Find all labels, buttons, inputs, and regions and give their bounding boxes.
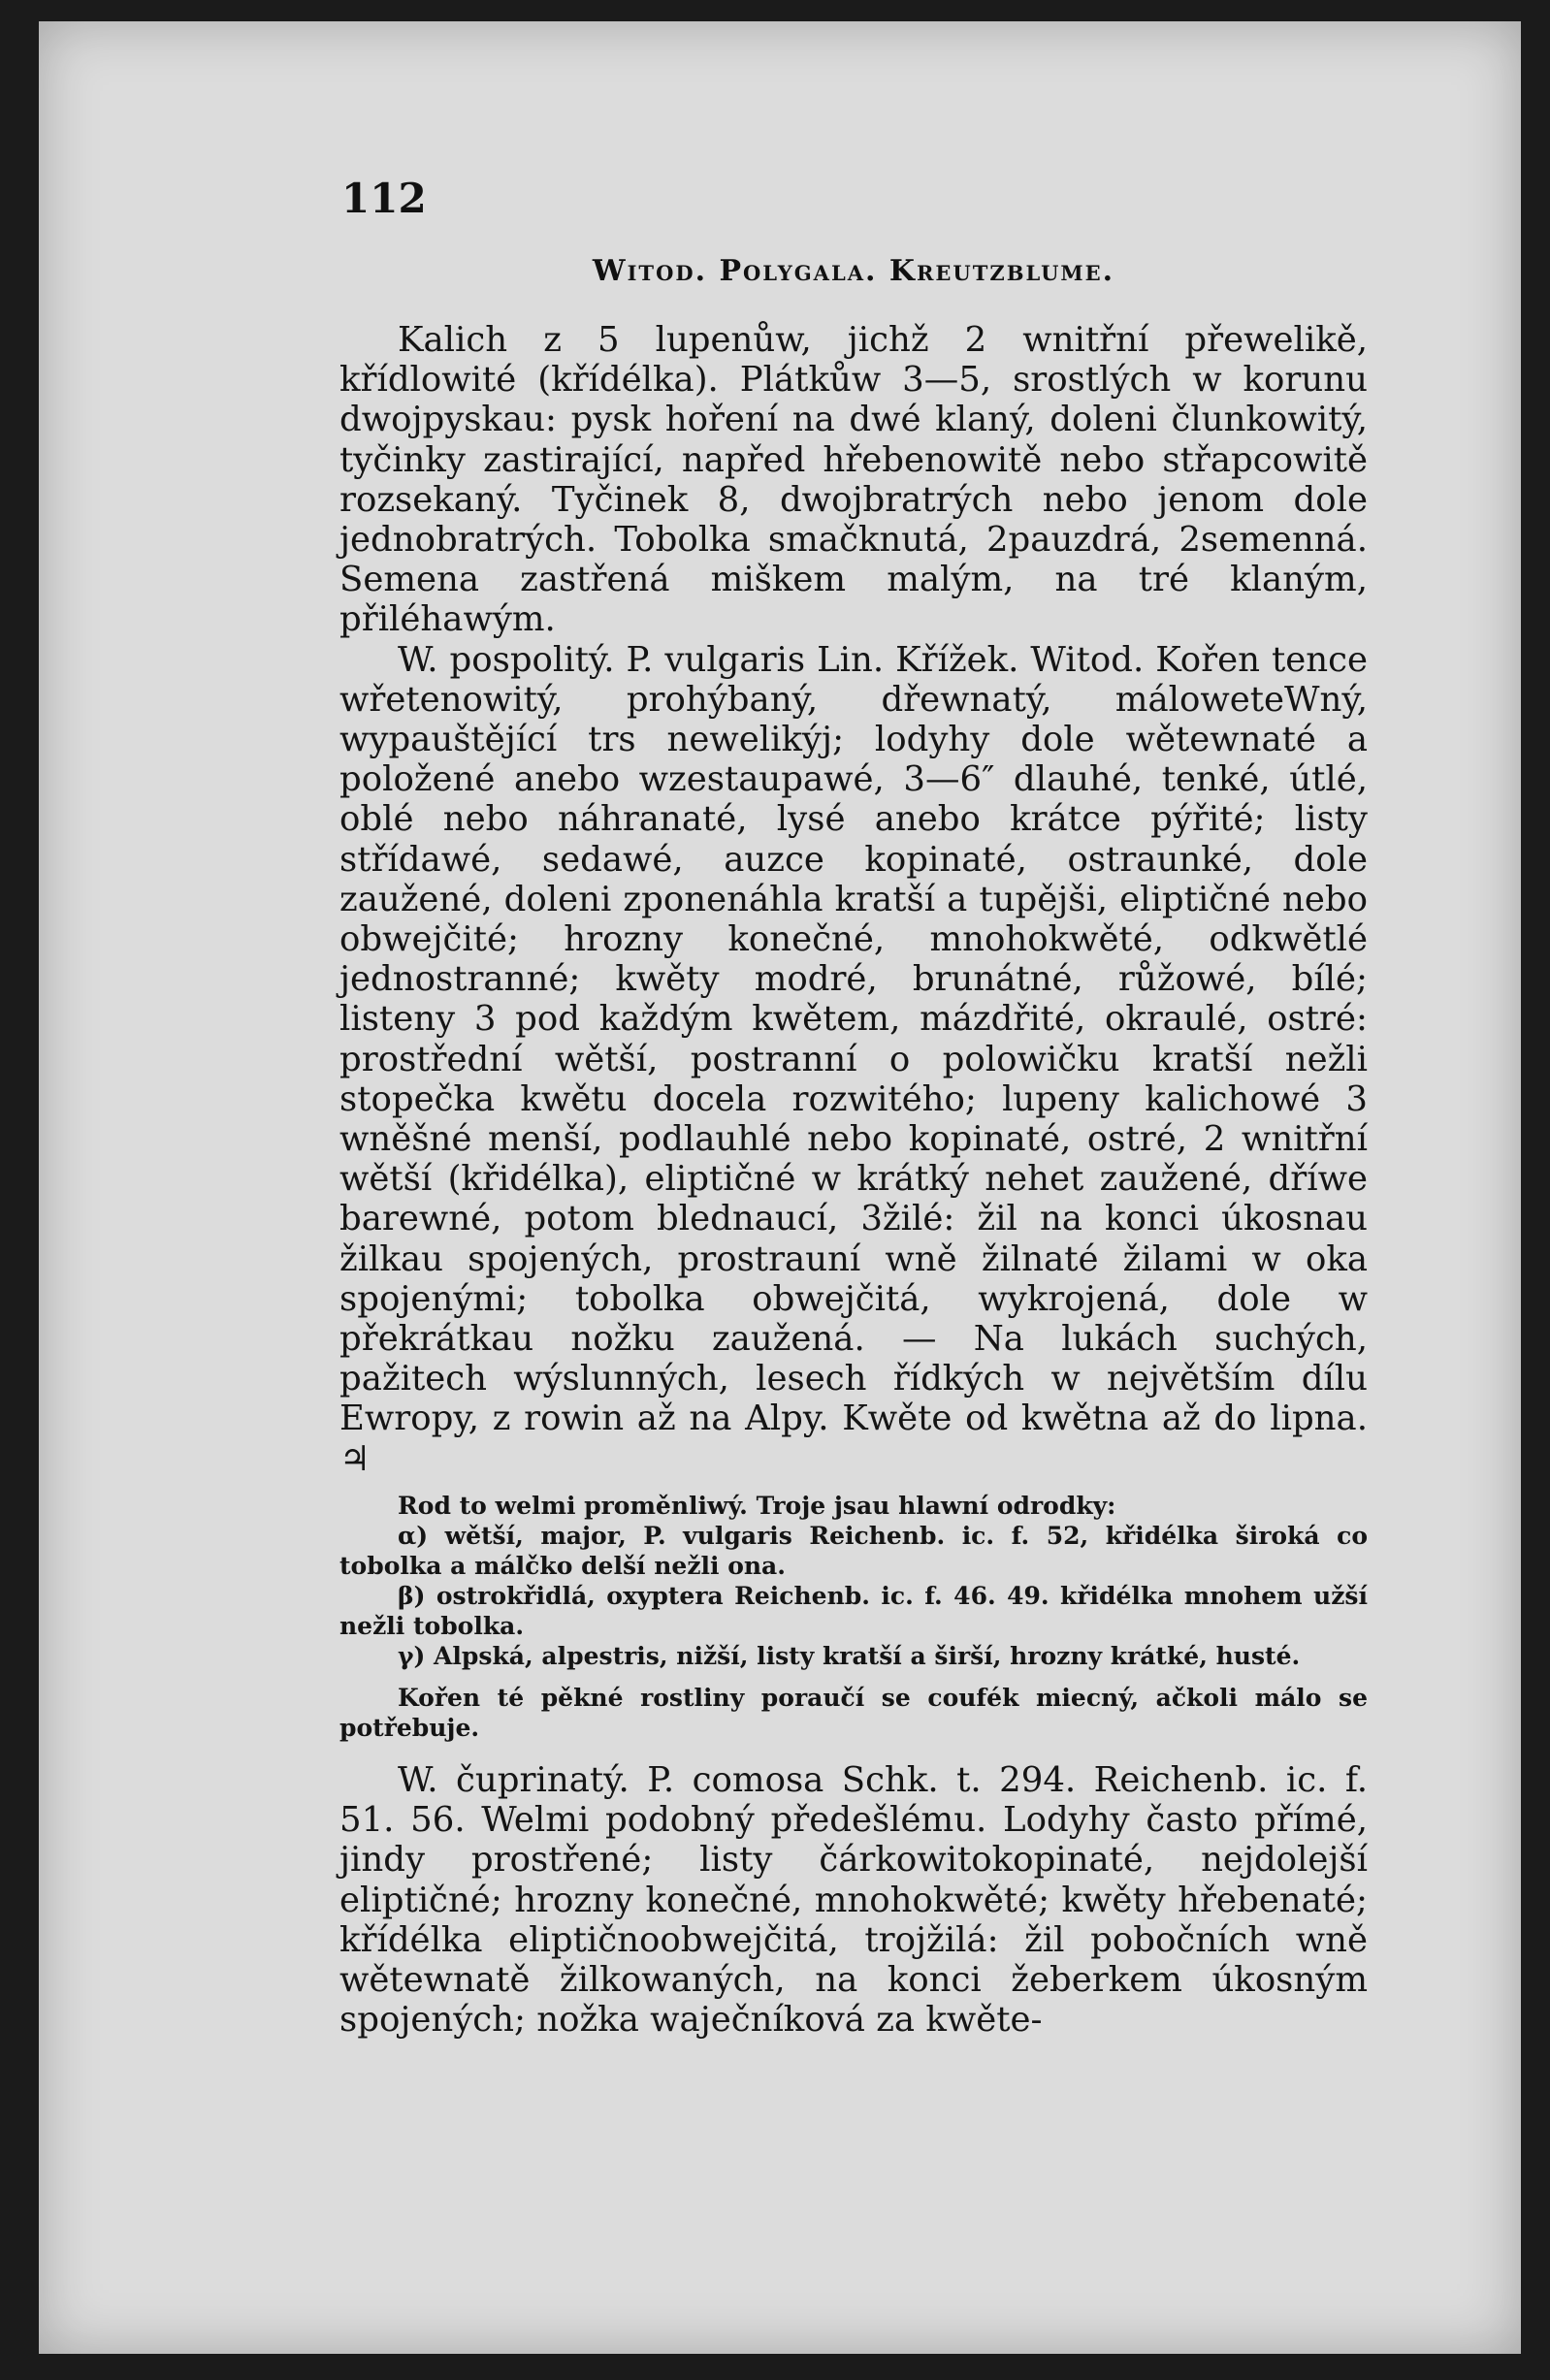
spacer (339, 1743, 1368, 1760)
species-description-comosa: W. čuprinatý. P. comosa Schk. t. 294. Reichenb. ic. f. 51. 56. Welmi podobný předešlému. Lodyhy často přímé, jindy prostřené; listy čárkowitokopinaté, nejdolejší eliptičné; hrozny konečné, mnohokwěté; kwěty hřebenaté; křídélka eliptičnoobwejčitá, trojžilá: žil pobočních wně wětewnatě žilkowaných, na konci žeberkem úkosným spojených; nožka waječníková za kwěte- (339, 1759, 1368, 2041)
spacer (339, 1671, 1368, 1683)
variety-note-oxyptera: β) ostrokřidlá, oxyptera Reichenb. ic. f. 46. 49. křidélka mnohem užší nežli tobolka. (339, 1581, 1368, 1640)
species-description-vulgaris: W. pospolitý. P. vulgaris Lin. Křížek. Witod. Kořen tence wřetenowitý, prohýbaný, dřewnatý, máloweteWný, wypauštějící trs newelikýj; lodyhy dole wětewnaté a položené anebo wzestaupawé, 3—6″ dlauhé, tenké, útlé, oblé nebo náhranaté, lysé anebo krátce pýřité; listy střídawé, sedawé, auzce kopinaté, ostraunké, dole zaužené, doleni zponenáhla kratší a tupějši, eliptičné nebo obwejčité; hrozny konečné, mnohokwěté, odkwětlé jednostranné; kwěty modré, brunátné, růžowé, bílé; listeny 3 pod každým kwětem, mázdřité, okraulé, ostré: prostřední wětší, postranní o polowičku kratší nežli stopečka kwětu docela rozwitého; lupeny kalichowé 3 wněšné menší, podlauhlé nebo kopinaté, ostré, 2 wnitřní wětší (křidélka), eliptičné w krátký nehet zaužené, dříwe barewné, potom blednaucí, 3žilé: žil na konci úkosnau žilkau spojených, prostrauní wně žilnaté žilami w oka spojenými; tobolka obwejčitá, wykrojená, dole w překrátkau nožku zaužená. — Na lukách suchých, pažitech wýslunných, lesech řídkých w největším dílu Ewropy, z rowin až na Alpy. Kwěte od kwětna až do lipna. ♃ (339, 639, 1368, 1479)
variety-note-alpestris: γ) Alpská, alpestris, nižší, listy kratší a širší, hrozny krátké, husté. (398, 1641, 1301, 1670)
genus-description: Kalich z 5 lupenůw, jichž 2 wnitřní přewelikě, křídlowité (křídélka). Plátkůw 3—5, srostlých w korunu dwojpyskau: pysk hoření na dwé klaný, doleni člunkowitý, tyčinky zastirající, napřed hřebenowitě nebo střapcowitě rozsekaný. Tyčinek 8, dwojbratrých nebo jenom dole jednobratrých. Tobolka smačknutá, 2pauzdrá, 2semenná. Semena zastřená miškem malým, na tré klaným, přiléhawým. (339, 320, 1368, 640)
running-head: Witod. Polygala. Kreutzblume. (592, 254, 1115, 288)
variety-note-major: α) wětší, major, P. vulgaris Reichenb. ic. f. 52, křidélka široká co tobolka a málčko delší nežli ona. (339, 1521, 1368, 1580)
page-number: 112 (341, 175, 427, 222)
variety-note-intro: Rod to welmi proměnliwý. Troje jsau hlawní odrodky: (398, 1491, 1116, 1520)
spacer (339, 1479, 1368, 1491)
usage-note: Kořen té pěkné rostliny poraučí se coufék miecný, ačkoli málo se potřebuje. (339, 1683, 1368, 1742)
text-body (339, 320, 1368, 2040)
